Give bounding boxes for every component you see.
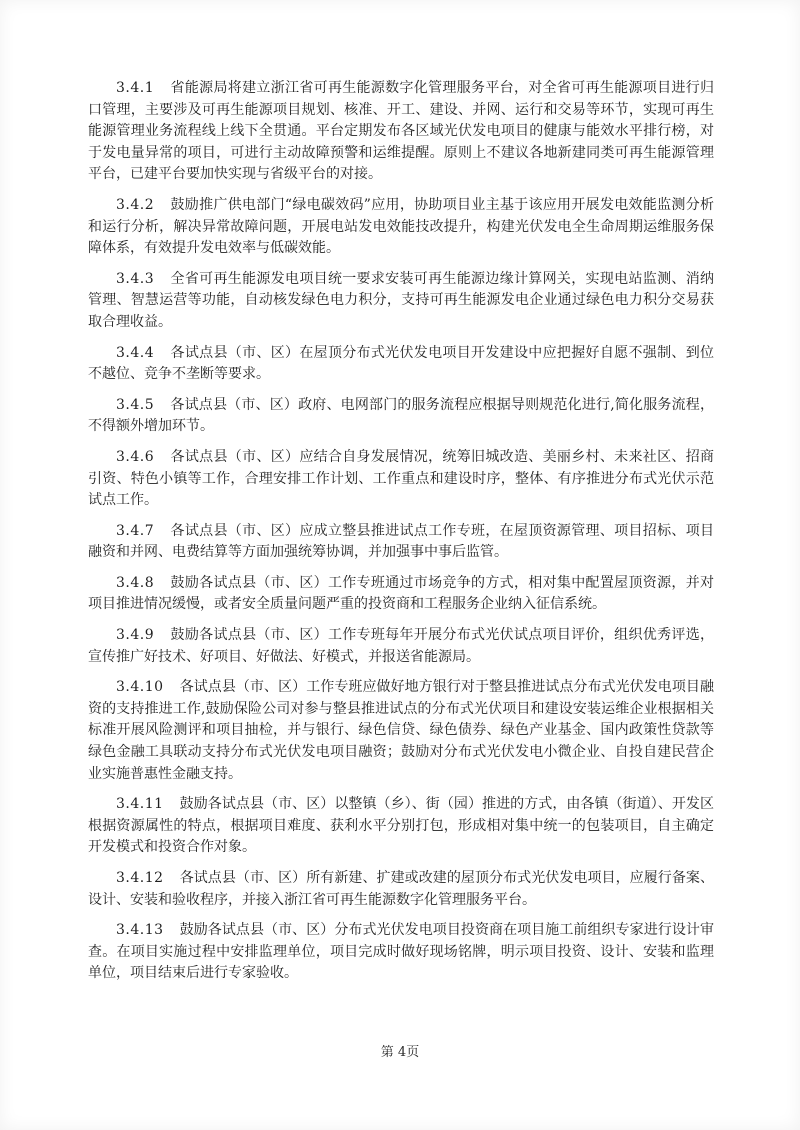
clause-number: 3.4.6: [116, 448, 155, 465]
clause-number: 3.4.13: [116, 922, 164, 939]
clause-number: 3.4.12: [116, 870, 164, 886]
clause-3-4-8: [88, 573, 714, 616]
clause-number: 3.4.1: [116, 80, 155, 96]
clause-text: 全省可再生能源发电项目统一要求安装可再生能源边缘计算网关，实现电站监测、消纳管理、智慧运营等功能，自动核发绿色电力积分，支持可再生能源发电企业通过绿色电力积分交易获取合理收益。: [88, 270, 714, 330]
clause-3-4-5: [88, 395, 714, 438]
clause-number: 3.4.7: [116, 522, 155, 539]
clause-number: 3.4.3: [116, 270, 155, 287]
clause-text: 鼓励各试点县（市、区）分布式光伏发电项目投资商在项目施工前组织专家进行设计审查。在项目实施过程中安排监理单位，项目完成时做好现场铭牌，明示项目投资、设计、安装和监理单位，项目结束后进行专家验收。: [88, 922, 714, 982]
clause-3-4-3: [88, 269, 714, 334]
clause-text: 鼓励各试点县（市、区）以整镇（乡）、街（园）推进的方式，由各镇（街道）、开发区根据资源属性的特点，根据项目难度、获利水平分别打包，形成相对集中统一的包装项目，自主确定开发模式和投资合作对象。: [88, 796, 714, 856]
clause-number: 3.4.4: [116, 344, 155, 361]
clause-3-4-7: [88, 521, 714, 564]
clause-number: 3.4.10: [116, 679, 164, 696]
clause-number: 3.4.2: [116, 196, 155, 213]
clause-number: 3.4.11: [116, 796, 164, 813]
clause-number: 3.4.8: [116, 574, 155, 591]
page-number-footer: 第 4页: [380, 1045, 420, 1060]
clause-3-4-2: [88, 195, 714, 260]
clause-text: 鼓励推广供电部门“绿电碳效码”应用，协助项目业主基于该应用开展发电效能监测分析和运行分析，解决异常故障问题，开展电站发电效能技改提升，构建光伏发电全生命周期运维服务保障体系，有效提升发电效率与低碳效能。: [88, 196, 714, 257]
clause-text: 各试点县（市、区）所有新建、扩建或改建的屋顶分布式光伏发电项目，应履行备案、设计、安装和验收程序，并接入浙江省可再生能源数字化管理服务平台。: [88, 870, 714, 908]
clause-text: 鼓励各试点县（市、区）工作专班每年开展分布式光伏试点项目评价，组织优秀评选，宣传推广好技术、好项目、好做法、好模式，并报送省能源局。: [88, 627, 714, 665]
clause-text: 各试点县（市、区）应结合自身发展情况，统筹旧城改造、美丽乡村、未来社区、招商引资、特色小镇等工作，合理安排工作计划、工作重点和建设时序，整体、有序推进分布式光伏示范试点工作。: [88, 448, 714, 509]
clause-3-4-10: [88, 677, 714, 785]
clause-number: 3.4.5: [116, 396, 155, 413]
clause-3-4-6: [88, 447, 714, 512]
clause-number: 3.4.9: [116, 627, 155, 644]
clause-3-4-4: [88, 343, 714, 386]
clause-text: 鼓励各试点县（市、区）工作专班通过市场竞争的方式，相对集中配置屋顶资源，并对项目推进情况缓慢，或者安全质量问题严重的投资商和工程服务企业纳入征信系统。: [88, 574, 714, 613]
clause-3-4-13: [88, 920, 714, 985]
clause-text: 省能源局将建立浙江省可再生能源数字化管理服务平台，对全省可再生能源项目进行归口管理，主要涉及可再生能源项目规划、核准、开工、建设、并网、运行和交易等环节，实现可再生能源管理业务流程线上线下全贯通。平台定期发布各区域光伏发电项目的健康与能效水平排行榜，对于发电量异常的项目，可进行主动故障预警和运维提醒。原则上不建议各地新建同类可再生能源管理平台，已建平台要加快实现与省级平台的对接。: [88, 80, 714, 183]
clause-3-4-1: [88, 78, 714, 186]
clause-text: 各试点县（市、区）政府、电网部门的服务流程应根据导则规范化进行,简化服务流程，不得额外增加环节。: [88, 396, 714, 435]
clause-text: 各试点县（市、区）工作专班应做好地方银行对于整县推进试点分布式光伏发电项目融资的支持推进工作,鼓励保险公司对参与整县推进试点的分布式光伏项目和建设安装运维企业根据相关标准开展风险测评和项目抽检，并与银行、绿色信贷、绿色债券、绿色产业基金、国内政策性贷款等绿色金融工具联动支持分布式光伏发电项目融资；鼓励对分布式光伏发电小微企业、自投自建民营企业实施普惠性金融支持。: [88, 679, 714, 782]
clause-3-4-9: [88, 625, 714, 668]
clause-text: 各试点县（市、区）在屋顶分布式光伏发电项目开发建设中应把握好自愿不强制、到位不越位、竞争不垄断等要求。: [88, 344, 714, 383]
clause-3-4-11: [88, 794, 714, 859]
clause-3-4-12: [88, 868, 714, 911]
clause-text: 各试点县（市、区）应成立整县推进试点工作专班，在屋顶资源管理、项目招标、项目融资和并网、电费结算等方面加强统筹协调，并加强事中事后监管。: [88, 522, 714, 561]
